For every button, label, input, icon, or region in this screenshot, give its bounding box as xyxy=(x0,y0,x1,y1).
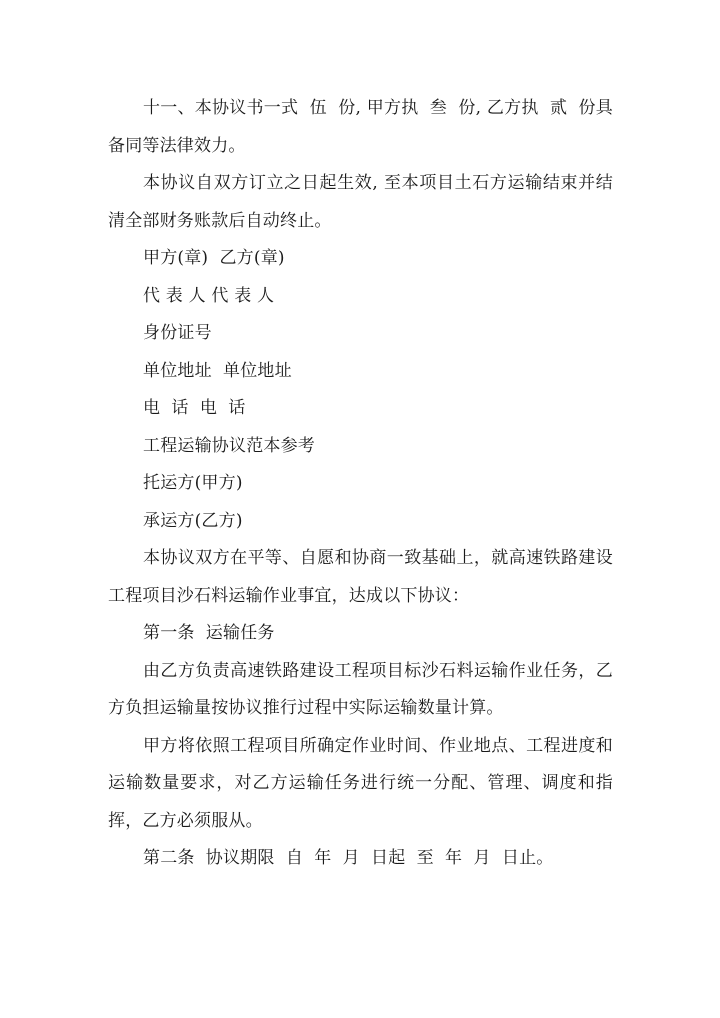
article-one-paragraph-1: 由乙方负责高速铁路建设工程项目标沙石料运输作业任务，乙方负担运输量按协议推行过程中实际运输数量计算。 xyxy=(108,660,613,718)
shipper-line: 托运方(甲方) xyxy=(143,473,243,493)
address-line: 单位地址 单位地址 xyxy=(143,360,292,381)
preamble-paragraph: 本协议双方在平等、自愿和协商一致基础上，就高速铁路建设工程项目沙石料运输作业事宜，达成以下协议： xyxy=(108,548,613,606)
article-one-heading: 第一条 运输任务 xyxy=(143,623,275,643)
article-two-term: 第二条 协议期限 自 年 月 日起 至 年 月 日止。 xyxy=(143,848,554,868)
phone-line: 电 话 电 话 xyxy=(143,398,246,418)
effective-term-paragraph: 本协议自双方订立之日起生效, 至本项目土石方运输结束并结清全部财务账款后自动终止。 xyxy=(108,173,613,231)
id-number-line: 身份证号 xyxy=(143,323,212,343)
article-one-paragraph-2: 甲方将依照工程项目所确定作业时间、作业地点、工程进度和运输数量要求，对乙方运输任务进行统一分配、管理、调度和指挥，乙方必须服从。 xyxy=(108,735,613,831)
document-body xyxy=(108,90,613,878)
template-title: 工程运输协议范本参考 xyxy=(143,435,315,456)
party-seal-line: 甲方(章) 乙方(章) xyxy=(143,248,285,268)
clause-eleven-copies: 十一、本协议书一式 伍 份, 甲方执 叁 份, 乙方执 贰 份具备同等法律效力。 xyxy=(108,98,613,156)
representative-line: 代 表 人 代 表 人 xyxy=(143,285,275,306)
carrier-line: 承运方(乙方) xyxy=(143,510,243,531)
